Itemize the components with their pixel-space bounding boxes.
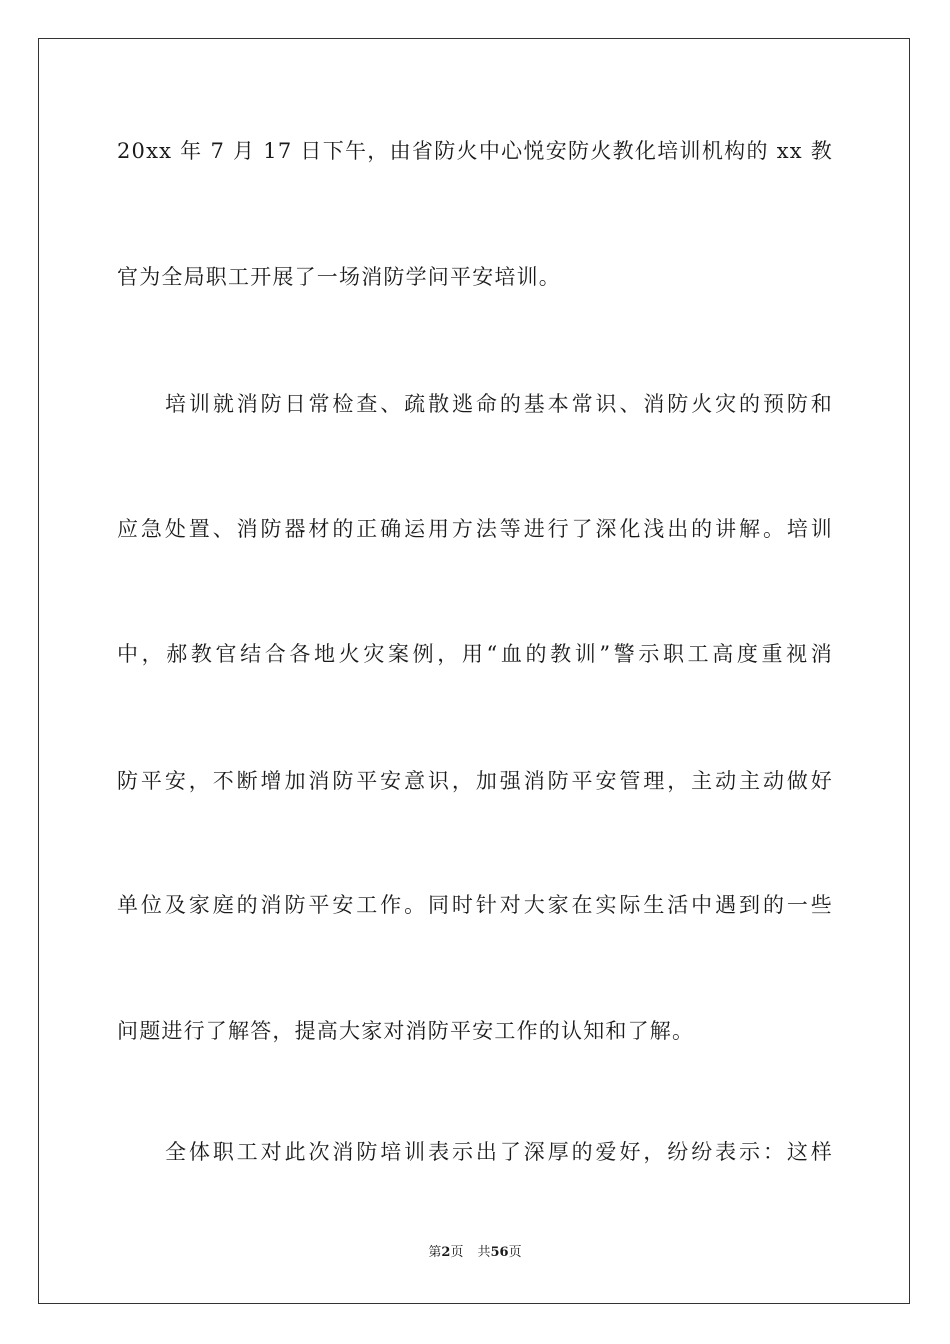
page-suffix: 页 (450, 1245, 464, 1260)
total-suffix: 页 (508, 1245, 522, 1260)
page-footer (0, 1244, 950, 1262)
text-line: 20xx 年 7 月 17 日下午，由省防火中心悦安防火教化培训机构的 xx 教 (117, 139, 833, 163)
text-line: 防平安，不断增加消防平安意识，加强消防平安管理，主动主动做好 (117, 769, 833, 793)
text-line: 培训就消防日常检查、疏散逃命的基本常识、消防火灾的预防和 (165, 392, 833, 416)
text-line: 问题进行了解答，提高大家对消防平安工作的认知和了解。 (117, 1019, 695, 1043)
page-border (38, 38, 910, 1304)
page-number: 2 (441, 1245, 451, 1260)
total-prefix: 共 (477, 1245, 491, 1260)
text-line: 应急处置、消防器材的正确运用方法等进行了深化浅出的讲解。培训 (117, 517, 833, 541)
text-line: 单位及家庭的消防平安工作。同时针对大家在实际生活中遇到的一些 (117, 893, 833, 917)
total-pages: 56 (490, 1245, 509, 1260)
text-line: 中，郝教官结合各地火灾案例，用“血的教训”警示职工高度重视消 (117, 642, 833, 666)
page-prefix: 第 (428, 1245, 442, 1260)
text-line: 官为全局职工开展了一场消防学问平安培训。 (117, 265, 561, 289)
text-line: 全体职工对此次消防培训表示出了深厚的爱好，纷纷表示：这样 (165, 1140, 833, 1164)
